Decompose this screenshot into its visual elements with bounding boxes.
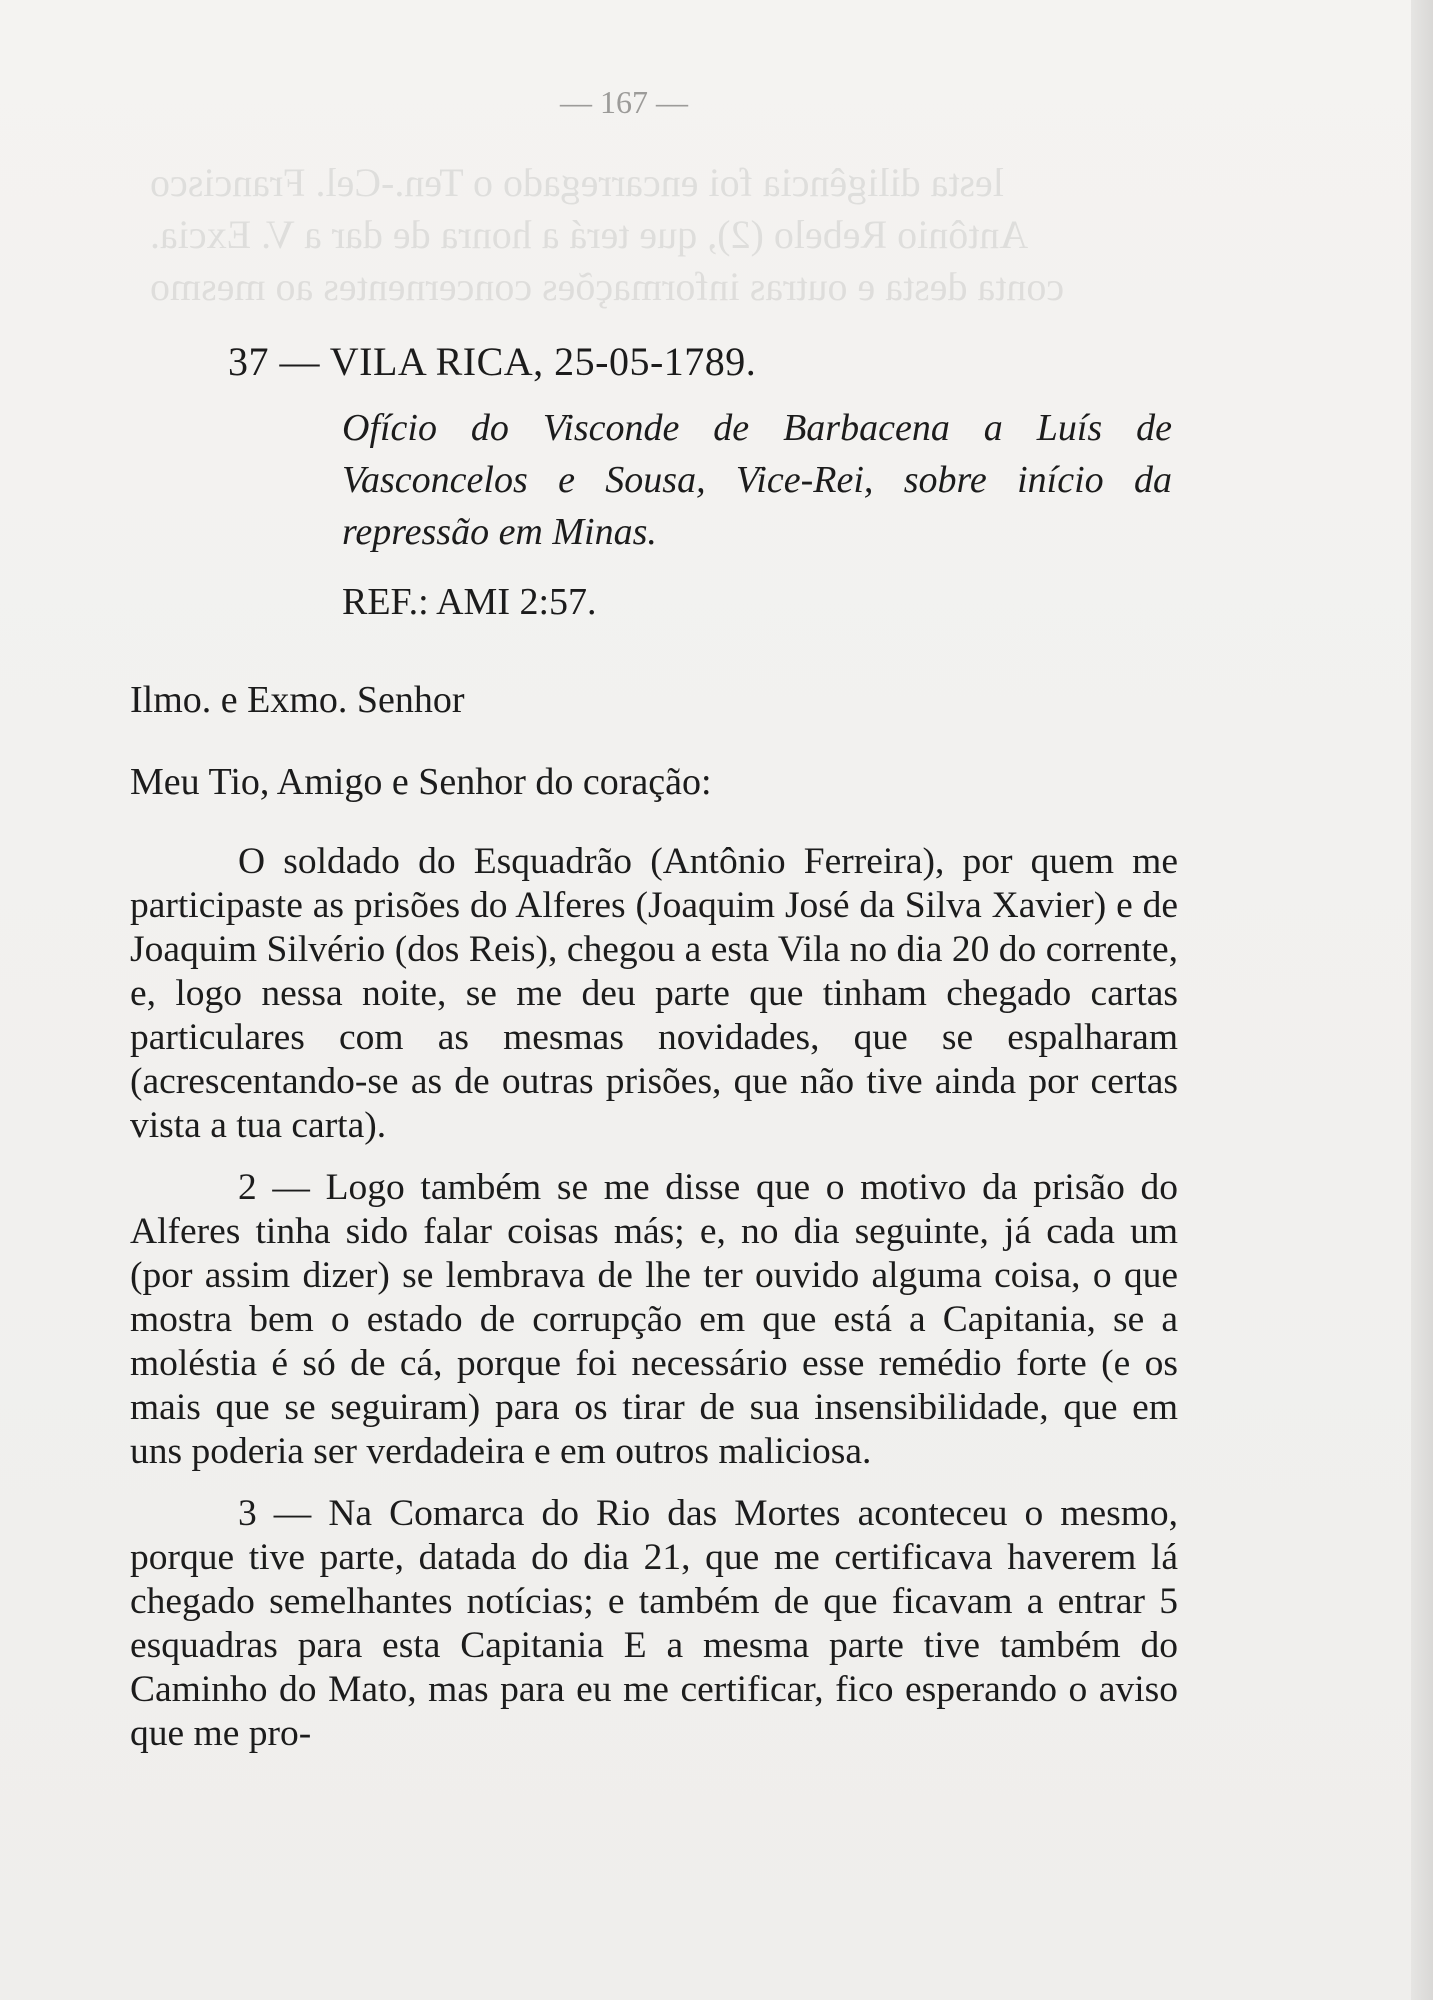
paragraph-3: 3 — Na Comarca do Rio das Mortes aconteceu o mesmo, porque tive parte, datada do dia 21, que me certificava haverem lá chegado semelhantes notícias; e também de que ficavam a entrar 5 esquadras para esta Capitania E a mesma parte tive também do Caminho do Mato, mas para eu me certificar, fico esperando o aviso que me pro-: [130, 1493, 1178, 1754]
bleed-through-text: lesta diligência foi encarregado o Ten.-Cel. Francisco: [150, 160, 1004, 205]
reference: REF.: AMI 2:57.: [342, 581, 597, 623]
paragraph-1: O soldado do Esquadrão (Antônio Ferreira), por quem me participaste as prisões do Alferes (Joaquim José da Silva Xavier) e de Joaquim Silvério (dos Reis), chegou a esta Vila no dia 20 do corrente, e, logo nessa noite, se me deu parte que tinham chegado cartas particulares com as mesmas novidades, que se espalharam (acrescentando-se as de outras prisões, que não tive ainda por certas vista a tua carta).: [130, 841, 1178, 1146]
letter-body: [130, 840, 1178, 1774]
page-number: — 167 —: [560, 84, 688, 120]
document-summary: [342, 402, 1172, 558]
document-heading: 37 — VILA RICA, 25-05-1789.: [228, 339, 757, 384]
salutation: Ilmo. e Exmo. Senhor: [130, 679, 465, 721]
paragraph-2: 2 — Logo também se me disse que o motivo da prisão do Alferes tinha sido falar coisas más; e, no dia seguinte, já cada um (por assim dizer) se lembrava de lhe ter ouvido alguma coisa, o que mostra bem o estado de corrupção em que está a Capitania, se a moléstia é só de cá, porque foi necessário esse remédio forte (e os mais que se seguiram) para os tirar de sua insensibilidade, que em uns poderia ser verdadeira e em outros maliciosa.: [130, 1167, 1178, 1472]
greeting: Meu Tio, Amigo e Senhor do coração:: [130, 761, 712, 803]
bleed-through-text: conta desta e outras informações concernentes ao mesmo: [150, 264, 1065, 309]
bleed-through-text: Antônio Rebelo (2), que terá a honra de dar a V. Excia.: [150, 212, 1029, 257]
summary-text: Ofício do Visconde de Barbacena a Luís de Vasconcelos e Sousa, Vice-Rei, sobre início da repressão em Minas.: [342, 407, 1172, 553]
page-edge: [1411, 0, 1433, 2000]
